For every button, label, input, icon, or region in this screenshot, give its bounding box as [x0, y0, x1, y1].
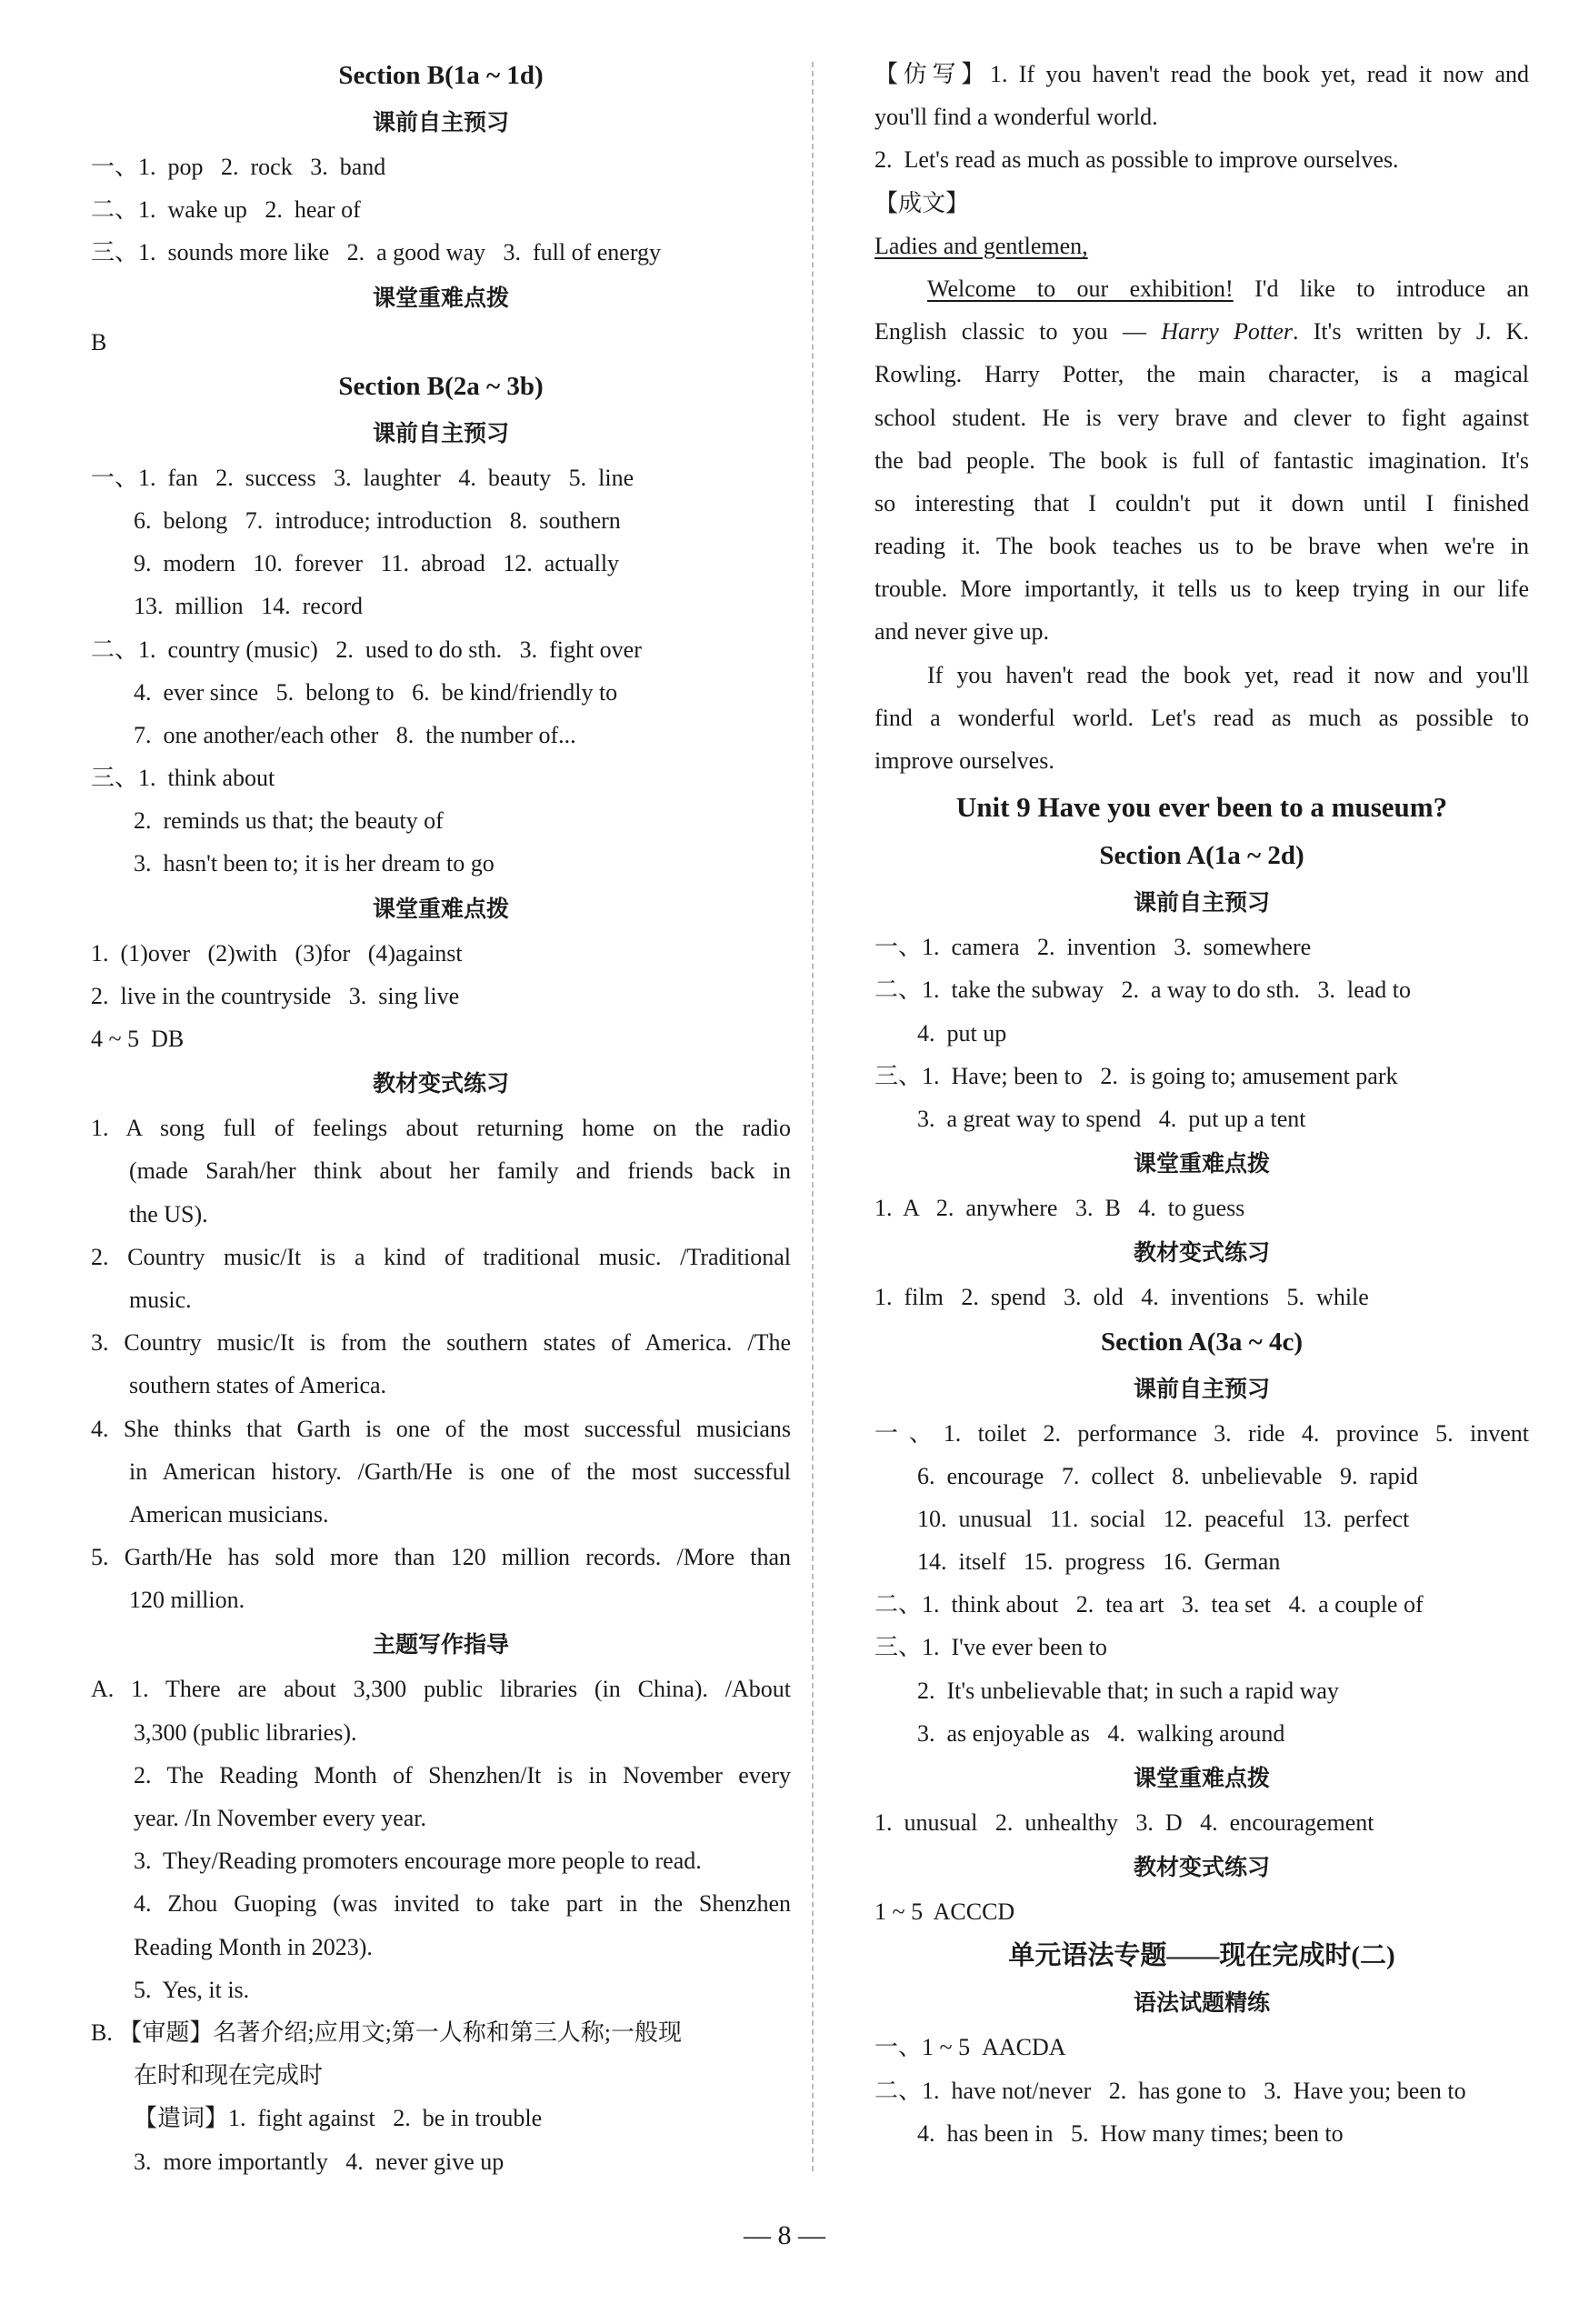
subsection-heading: 教材变式练习 — [1133, 1854, 1270, 1881]
answer-line: If you haven't read the book yet, read it now and you'll — [927, 661, 1529, 688]
answer-line: trouble. More importantly, it tells us to keep trying in our life — [874, 576, 1529, 603]
answer-line: 1. (1)over (2)with (3)for (4)against — [91, 939, 463, 967]
subsection-heading: 课堂重难点拨 — [372, 284, 509, 311]
left-column — [91, 53, 791, 2183]
answer-line: (made Sarah/her think about her family and friends back in — [129, 1157, 791, 1185]
answer-line: 4. Zhou Guoping (was invited to take part in the Shenzhen — [134, 1890, 791, 1918]
answer-line: American musicians. — [129, 1500, 329, 1528]
answer-line: 在时和现在完成时 — [134, 2062, 324, 2089]
answer-line: 【遣词】1. fight against 2. be in trouble — [134, 2105, 543, 2132]
answer-line: 4. She thinks that Garth is one of the most successful musicians — [91, 1415, 791, 1442]
answer-line: 5. Garth/He has sold more than 120 million records. /More than — [91, 1544, 791, 1571]
underlined-text: Welcome to our exhibition! — [927, 275, 1234, 302]
answer-line: 一、1. toilet 2. performance 3. ride 4. province 5. invent — [874, 1419, 1529, 1447]
answer-line: 三、1. think about — [91, 765, 275, 792]
answer-line: 5. Yes, it is. — [134, 1976, 250, 2003]
answer-line: 3. They/Reading promoters encourage more people to read. — [134, 1848, 702, 1875]
answer-line: 一、1. fan 2. success 3. laughter 4. beauty 5. line — [91, 464, 635, 491]
answer-line: 2. The Reading Month of Shenzhen/It is in November every — [134, 1761, 791, 1788]
answer-line: 1. A song full of feelings about returning home on the radio — [91, 1115, 791, 1142]
answer-line: improve ourselves. — [874, 747, 1054, 774]
answer-line: Ladies and gentlemen, — [874, 232, 1088, 259]
answer-line: reading it. The book teaches us to be brave when we're in — [874, 533, 1529, 560]
answer-line: 4. has been in 5. How many times; been to — [917, 2119, 1344, 2147]
section-heading: Section A(1a ~ 2d) — [1099, 841, 1304, 871]
subsection-heading: 课前自主预习 — [372, 109, 509, 135]
answer-line: 三、1. I've ever been to — [874, 1634, 1107, 1661]
essay-line — [874, 310, 1529, 353]
subsection-heading: 课前自主预习 — [1133, 889, 1270, 917]
answer-line: you'll find a wonderful world. — [874, 104, 1158, 131]
subsection-heading: 语法试题精练 — [1133, 1989, 1270, 2017]
answer-line: 2. Let's read as much as possible to improve ourselves. — [874, 146, 1399, 174]
subsection-heading: 课堂重难点拨 — [372, 895, 509, 922]
answer-line: so interesting that I couldn't put it down until I finished — [874, 489, 1529, 516]
answer-line: 2. live in the countryside 3. sing live — [91, 982, 460, 1009]
answer-line: 6. belong 7. introduce; introduction 8. southern — [134, 506, 621, 534]
subsection-heading: 课堂重难点拨 — [1133, 1765, 1270, 1791]
answer-line: 6. encourage 7. collect 8. unbelievable 9. rapid — [917, 1462, 1418, 1489]
answer-line: 13. million 14. record — [134, 593, 364, 620]
answer-line: 3. Country music/It is from the southern states of America. /The — [91, 1329, 791, 1357]
answer-line: 二、1. think about 2. tea art 3. tea set 4. a couple of — [874, 1591, 1424, 1618]
book-title: Harry Potter — [1161, 318, 1294, 346]
answer-line: 【成文】 — [874, 189, 970, 216]
answer-line: 4. put up — [917, 1019, 1007, 1047]
answer-line: 4. ever since 5. belong to 6. be kind/friendly to — [134, 678, 618, 706]
answer-line: 7. one another/each other 8. the number of... — [134, 721, 576, 748]
answer-line: 1. A 2. anywhere 3. B 4. to guess — [874, 1195, 1245, 1222]
answer-line: 9. modern 10. forever 11. abroad 12. actually — [134, 550, 620, 577]
answer-line: the bad people. The book is full of fantastic imagination. It's — [874, 446, 1529, 474]
answer-line: 【仿写】1. If you haven't read the book yet, read it now and — [874, 61, 1529, 87]
answer-line: B — [91, 328, 107, 356]
subsection-heading: 课前自主预习 — [372, 419, 509, 446]
subsection-heading: 教材变式练习 — [372, 1070, 509, 1097]
unit-heading: Unit 9 Have you ever been to a museum? — [955, 791, 1448, 824]
answer-line: 3. a great way to spend 4. put up a tent — [917, 1105, 1306, 1132]
section-heading: Section B(1a ~ 1d) — [338, 61, 544, 90]
answer-line: music. — [129, 1286, 192, 1313]
answer-line: find a wonderful world. Let's read as much as possible to — [874, 704, 1529, 731]
answer-line: 二、1. wake up 2. hear of — [91, 196, 361, 224]
section-heading: 单元语法专题——现在完成时(二) — [1008, 1941, 1395, 1971]
answer-line: 2. Country music/It is a kind of traditional music. /Traditional — [91, 1243, 791, 1270]
section-heading: Section A(3a ~ 4c) — [1100, 1327, 1304, 1357]
subsection-heading: 课堂重难点拨 — [1133, 1150, 1270, 1177]
answer-line: school student. He is very brave and clever to fight against — [874, 404, 1529, 431]
answer-line: 4 ~ 5 DB — [91, 1026, 185, 1052]
answer-line: 3. as enjoyable as 4. walking around — [917, 1719, 1285, 1747]
section-heading: Section B(2a ~ 3b) — [338, 371, 544, 401]
subsection-heading: 课前自主预习 — [1133, 1375, 1270, 1402]
answer-line: 1 ~ 5 ACCCD — [874, 1898, 1015, 1926]
essay-line — [874, 267, 1529, 310]
essay-text: I'd like to introduce an — [1233, 275, 1530, 302]
essay-text: . It's written by J. K. — [1293, 318, 1529, 346]
answer-line: A. 1. There are about 3,300 public libraries (in China). /About — [91, 1676, 791, 1703]
right-column — [874, 53, 1529, 2155]
answer-line: Rowling. Harry Potter, the main character, is a magical — [874, 361, 1529, 388]
answer-line: 3,300 (public libraries). — [134, 1718, 357, 1746]
column-divider — [812, 62, 814, 2171]
subsection-heading: 教材变式练习 — [1133, 1239, 1270, 1267]
answer-line: 三、1. sounds more like 2. a good way 3. full of energy — [91, 239, 662, 266]
answer-line: 二、1. take the subway 2. a way to do sth. 3. lead to — [874, 977, 1411, 1004]
answer-line: year. /In November every year. — [134, 1805, 426, 1831]
essay-text: English classic to you — — [874, 318, 1162, 346]
answer-line: 2. reminds us that; the beauty of — [134, 807, 444, 835]
answer-line: 3. hasn't been to; it is her dream to go — [134, 850, 495, 877]
answer-line: 3. more importantly 4. never give up — [134, 2148, 505, 2175]
answer-line: 14. itself 15. progress 16. German — [917, 1548, 1281, 1576]
answer-line: 120 million. — [129, 1587, 245, 1614]
answer-line: in American history. /Garth/He is one of the most successful — [129, 1458, 791, 1485]
answer-line: and never give up. — [874, 618, 1050, 646]
answer-line: Reading Month in 2023). — [134, 1933, 373, 1960]
answer-line: 二、1. have not/never 2. has gone to 3. Have you; been to — [874, 2077, 1466, 2104]
answer-line: 一、1 ~ 5 AACDA — [874, 2034, 1066, 2061]
answer-line: the US). — [129, 1200, 208, 1227]
answer-line: 一、1. pop 2. rock 3. band — [91, 154, 386, 180]
answer-line: 10. unusual 11. social 12. peaceful 13. perfect — [917, 1505, 1410, 1532]
answer-line: 1. unusual 2. unhealthy 3. D 4. encouragement — [874, 1809, 1374, 1836]
answer-line: 2. It's unbelievable that; in such a rapid way — [917, 1677, 1339, 1704]
answer-line: 三、1. Have; been to 2. is going to; amusement park — [874, 1062, 1398, 1089]
answer-line: 1. film 2. spend 3. old 4. inventions 5. while — [874, 1284, 1369, 1311]
answer-line: B. 【审题】名著介绍;应用文;第一人称和第三人称;一般现 — [91, 2018, 683, 2046]
answer-line: southern states of America. — [129, 1372, 387, 1399]
answer-line: 一、1. camera 2. invention 3. somewhere — [874, 934, 1312, 961]
page-number: — 8 — — [744, 2220, 825, 2250]
answer-line: 二、1. country (music) 2. used to do sth. 3. fight over — [91, 636, 642, 663]
subsection-heading: 主题写作指导 — [372, 1631, 509, 1658]
